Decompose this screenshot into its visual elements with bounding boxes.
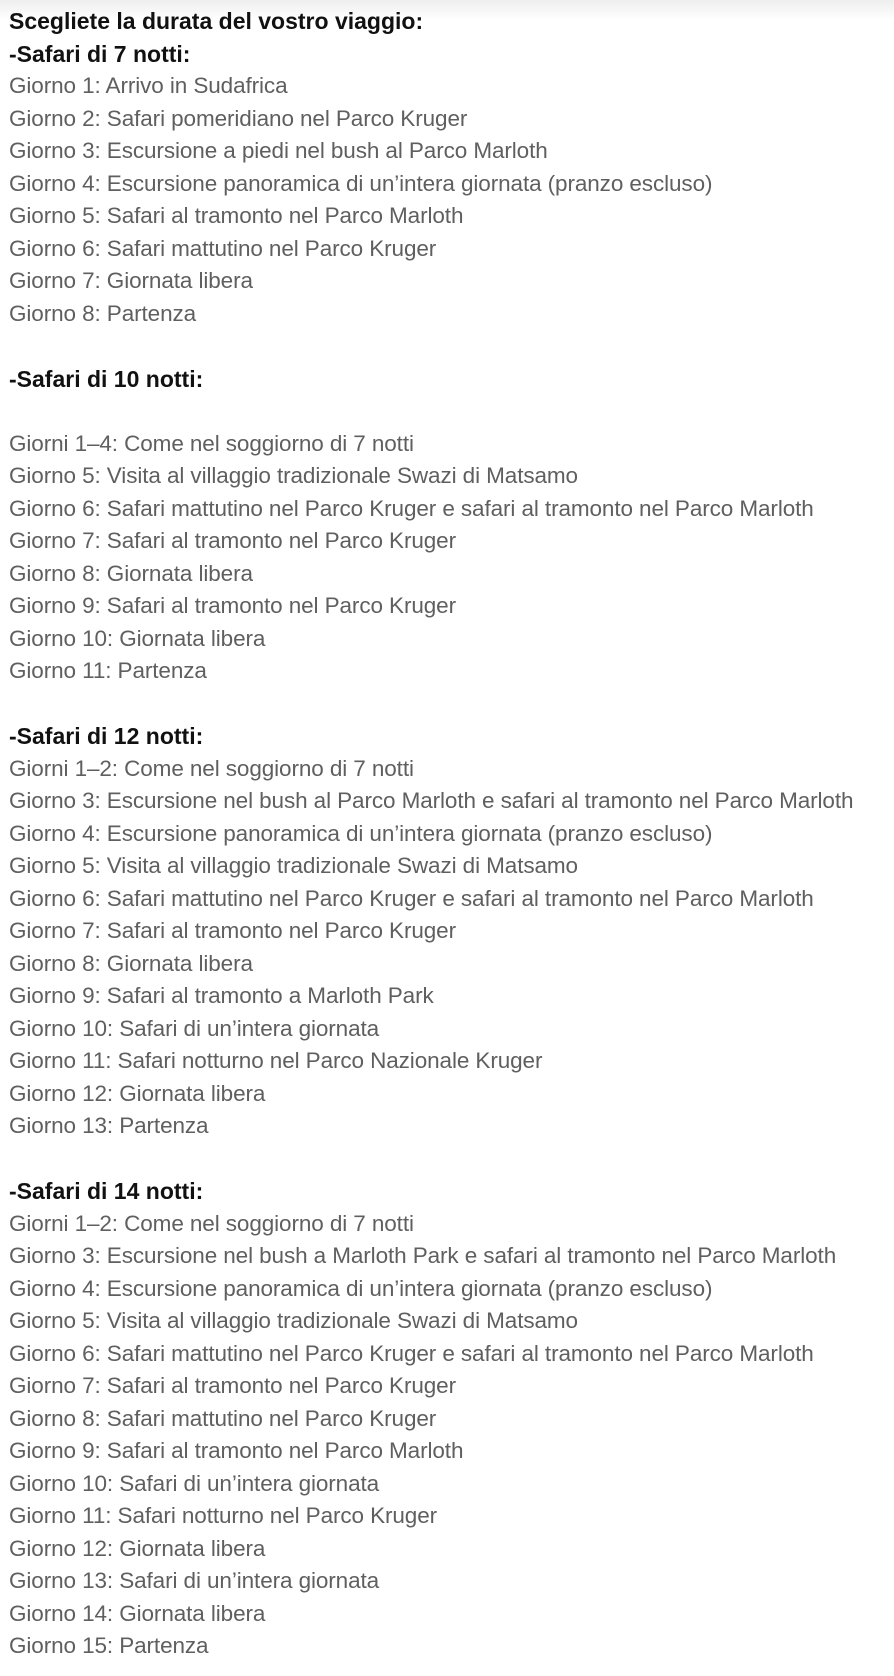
day-item: Giorno 10: Giornata libera <box>9 625 266 651</box>
day-item: Giorno 2: Safari pomeridiano nel Parco Kruger <box>9 105 468 131</box>
section-7-nights <box>9 38 889 331</box>
day-item: Giorno 7: Giornata libera <box>9 268 253 293</box>
spacer <box>9 688 889 721</box>
section-title: -Safari di 10 notti: <box>9 365 204 392</box>
day-item: Giorno 7: Safari al tramonto nel Parco Kruger <box>9 918 456 943</box>
day-item: Giorno 12: Giornata libera <box>9 1080 266 1106</box>
day-item: Giorno 9: Safari al tramonto nel Parco Kruger <box>9 593 456 618</box>
day-item: Giorno 11: Partenza <box>9 658 207 683</box>
day-item: Giorno 4: Escursione panoramica di un’intera giornata (pranzo escluso) <box>9 1275 713 1301</box>
day-item: Giorno 6: Safari mattutino nel Parco Kruger e safari al tramonto nel Parco Marloth <box>9 495 814 521</box>
spacer <box>9 330 889 363</box>
itinerary-document <box>9 5 889 1663</box>
day-item: Giorno 3: Escursione nel bush al Parco Marloth e safari al tramonto nel Parco Marloth <box>9 788 854 813</box>
day-item: Giorno 9: Safari al tramonto a Marloth Park <box>9 983 434 1008</box>
day-item: Giorni 1–2: Come nel soggiorno di 7 notti <box>9 755 414 781</box>
day-item: Giorno 3: Escursione a piedi nel bush al Parco Marloth <box>9 138 548 163</box>
day-item: Giorno 8: Giornata libera <box>9 560 253 586</box>
intro-heading: Scegliete la durata del vostro viaggio: <box>9 8 424 34</box>
day-item: Giorno 10: Safari di un’intera giornata <box>9 1470 380 1496</box>
day-item: Giorno 9: Safari al tramonto nel Parco Marloth <box>9 1438 464 1463</box>
day-item: Giorno 15: Partenza <box>9 1633 209 1658</box>
day-item: Giorno 5: Visita al villaggio tradizionale Swazi di Matsamo <box>9 853 578 878</box>
spacer <box>9 395 889 428</box>
day-item: Giorno 1: Arrivo in Sudafrica <box>9 73 288 98</box>
section-title: -Safari di 12 notti: <box>9 723 204 749</box>
day-item: Giorno 4: Escursione panoramica di un’intera giornata (pranzo escluso) <box>9 170 713 196</box>
day-item: Giorno 6: Safari mattutino nel Parco Kruger e safari al tramonto nel Parco Marloth <box>9 885 814 911</box>
day-item: Giorno 7: Safari al tramonto nel Parco Kruger <box>9 528 456 553</box>
day-item: Giorno 5: Safari al tramonto nel Parco Marloth <box>9 203 464 228</box>
section-title: -Safari di 14 notti: <box>9 1178 204 1204</box>
day-item: Giorno 10: Safari di un’intera giornata <box>9 1015 380 1041</box>
section-12-nights <box>9 720 889 1143</box>
day-item: Giorno 6: Safari mattutino nel Parco Kruger <box>9 235 437 261</box>
spacer <box>9 1143 889 1176</box>
section-10-nights <box>9 363 889 688</box>
day-item: Giorno 3: Escursione nel bush a Marloth Park e safari al tramonto nel Parco Marloth <box>9 1243 837 1268</box>
day-item: Giorno 11: Safari notturno nel Parco Kruger <box>9 1503 438 1528</box>
section-title: -Safari di 7 notti: <box>9 40 191 67</box>
day-item: Giorno 8: Giornata libera <box>9 950 253 976</box>
day-item: Giorno 11: Safari notturno nel Parco Nazionale Kruger <box>9 1048 543 1073</box>
day-item: Giorno 5: Visita al villaggio tradizionale Swazi di Matsamo <box>9 463 578 488</box>
day-item: Giorno 8: Safari mattutino nel Parco Kruger <box>9 1405 437 1431</box>
day-item: Giorno 13: Partenza <box>9 1113 209 1138</box>
day-item: Giorno 8: Partenza <box>9 300 197 326</box>
day-item: Giorno 12: Giornata libera <box>9 1535 266 1561</box>
day-item: Giorno 4: Escursione panoramica di un’intera giornata (pranzo escluso) <box>9 820 713 846</box>
day-item: Giorno 14: Giornata libera <box>9 1600 266 1626</box>
day-item: Giorno 13: Safari di un’intera giornata <box>9 1568 380 1593</box>
day-item: Giorno 6: Safari mattutino nel Parco Kruger e safari al tramonto nel Parco Marloth <box>9 1340 814 1366</box>
day-item: Giorno 5: Visita al villaggio tradizionale Swazi di Matsamo <box>9 1308 578 1333</box>
section-14-nights <box>9 1175 889 1663</box>
day-item: Giorno 7: Safari al tramonto nel Parco Kruger <box>9 1373 456 1398</box>
day-item: Giorni 1–4: Come nel soggiorno di 7 notti <box>9 430 414 456</box>
day-item: Giorni 1–2: Come nel soggiorno di 7 notti <box>9 1210 414 1236</box>
